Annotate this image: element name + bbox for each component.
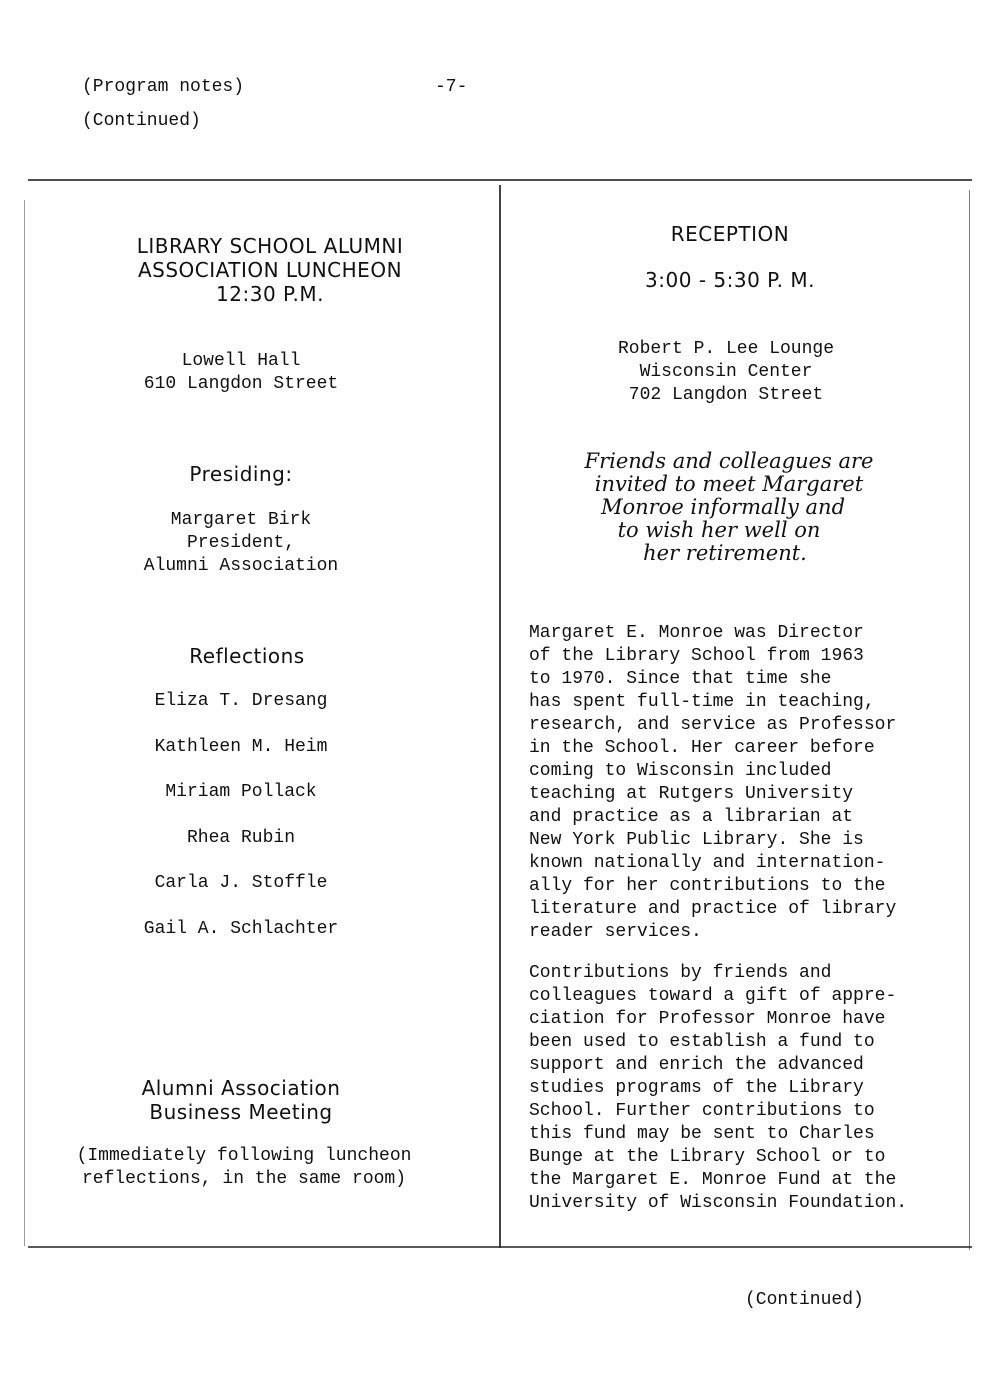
reception-venue bbox=[500, 338, 952, 407]
continued-top-label: (Continued) bbox=[82, 111, 201, 131]
venue-street: 610 Langdon Street bbox=[143, 374, 339, 394]
business-meeting-note bbox=[40, 1145, 448, 1191]
invitation-text bbox=[500, 450, 958, 565]
continued-bottom-label: (Continued) bbox=[745, 1290, 864, 1310]
venue-street: 702 Langdon Street bbox=[628, 385, 824, 405]
venue-lounge: Robert P. Lee Lounge bbox=[617, 339, 835, 359]
venue-hall: Lowell Hall bbox=[181, 351, 301, 371]
reflection-speaker: Rhea Rubin bbox=[186, 828, 296, 848]
reception-time: 3:00 - 5:30 P. M. bbox=[645, 268, 815, 292]
presider-block bbox=[40, 509, 442, 578]
business-meeting-title bbox=[40, 1076, 442, 1124]
box-right-rule bbox=[969, 190, 970, 1250]
luncheon-line-1: LIBRARY SCHOOL ALUMNI bbox=[136, 234, 404, 258]
presiding-heading: Presiding: bbox=[189, 462, 293, 486]
reflection-speaker: Gail A. Schlachter bbox=[143, 919, 339, 939]
invite-line: her retirement. bbox=[643, 541, 807, 565]
reflections-heading: Reflections bbox=[189, 644, 305, 668]
contributions-paragraph: Contributions by friends and colleagues toward a gift of appre- ciation for Professor Monroe have been used to establish a fund to support and enrich the advanced studies programs of the Library School. Further contributions to this fund may be sent to Charles Bunge at the Library School or to the Margaret E. Monroe Fund at the University of Wisconsin Foundation. bbox=[529, 963, 908, 1213]
luncheon-line-2: ASSOCIATION LUNCHEON bbox=[137, 258, 403, 282]
page-number: -7- bbox=[435, 77, 468, 97]
luncheon-title bbox=[40, 234, 500, 306]
invite-line: to wish her well on bbox=[617, 518, 821, 542]
program-notes-label: (Program notes) bbox=[82, 77, 245, 97]
invite-line: invited to meet Margaret bbox=[594, 472, 864, 496]
invite-line: Monroe informally and bbox=[600, 495, 846, 519]
reflection-speaker: Carla J. Stoffle bbox=[154, 873, 328, 893]
biography-paragraph: Margaret E. Monroe was Director of the Library School from 1963 to 1970. Since that time she has spent full-time in teaching, research, and service as Professor in the School. Her career before coming to Wisconsin included teaching at Rutgers University and practice as a librarian at New York Public Library. She is known nationally and internation- ally for her contributions to the literature and practice of library reader services. bbox=[529, 623, 897, 942]
box-left-rule bbox=[24, 200, 25, 1246]
reflection-speaker: Miriam Pollack bbox=[165, 782, 317, 802]
reflection-speaker: Kathleen M. Heim bbox=[154, 737, 328, 757]
box-top-rule bbox=[28, 179, 972, 181]
meeting-line-1: Alumni Association bbox=[141, 1076, 341, 1100]
presider-title-1: President, bbox=[186, 533, 296, 553]
presider-title-2: Alumni Association bbox=[143, 556, 339, 576]
presider-name: Margaret Birk bbox=[170, 510, 312, 530]
meeting-line-2: Business Meeting bbox=[149, 1100, 333, 1124]
luncheon-time: 12:30 P.M. bbox=[216, 282, 324, 306]
venue-center: Wisconsin Center bbox=[639, 362, 813, 382]
meeting-note-1: (Immediately following luncheon bbox=[76, 1146, 412, 1166]
invite-line: Friends and colleagues are bbox=[584, 449, 874, 473]
reflection-speaker: Eliza T. Dresang bbox=[154, 691, 328, 711]
reception-heading: RECEPTION bbox=[670, 222, 790, 246]
meeting-note-2: reflections, in the same room) bbox=[81, 1169, 407, 1189]
luncheon-venue bbox=[40, 350, 442, 396]
